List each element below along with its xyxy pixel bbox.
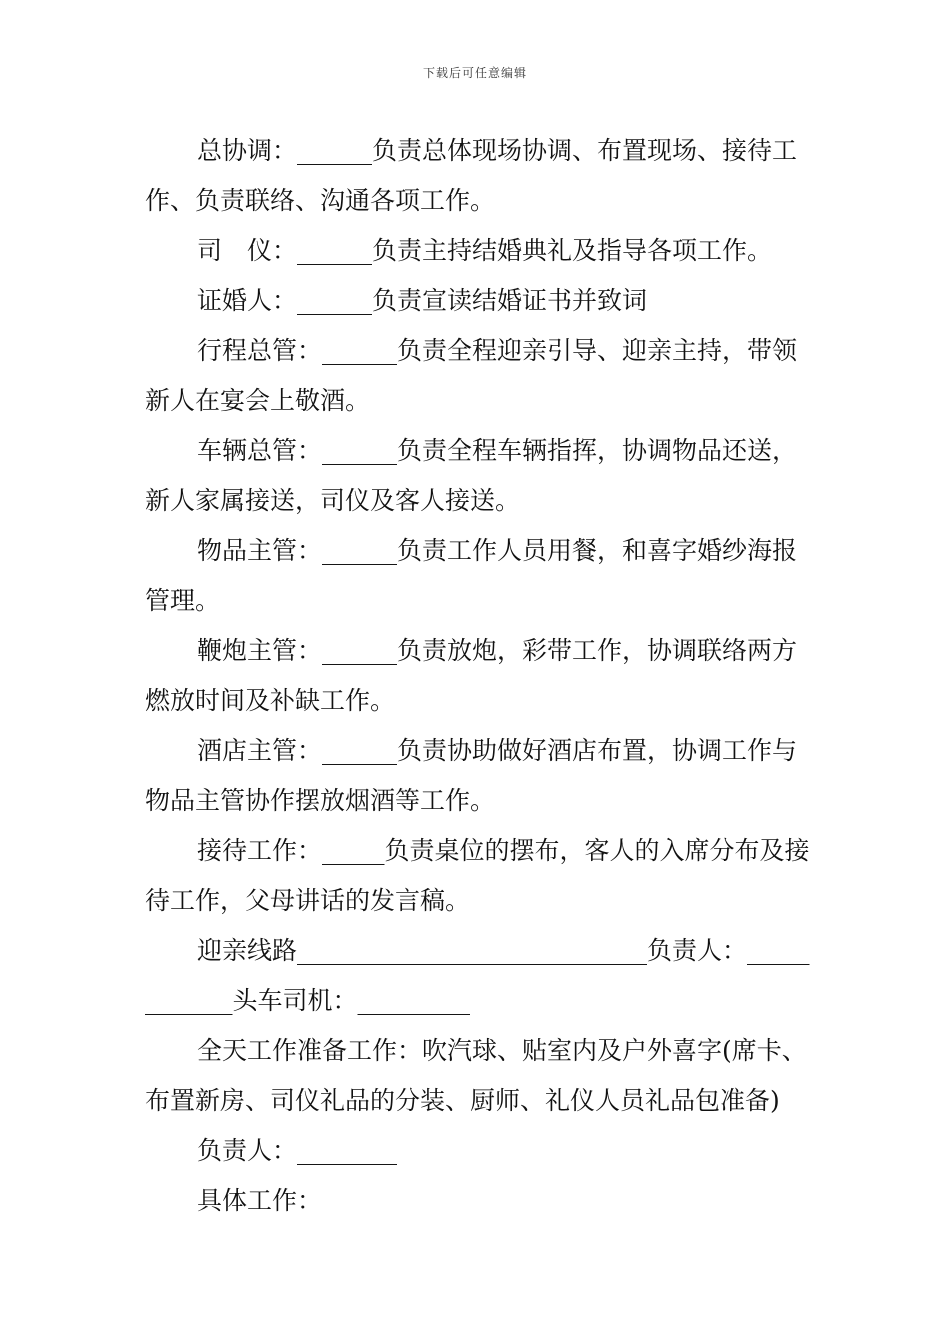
role-label: 车辆总管： <box>197 436 323 465</box>
role-label: 行程总管： <box>197 336 323 365</box>
paragraph-daily-preparation <box>145 1026 810 1126</box>
route-label: 迎亲线路 <box>197 936 298 965</box>
paragraph-goods-manager <box>145 526 810 626</box>
blank-line: ______ <box>322 436 398 465</box>
lead-driver-label: 头车司机： <box>232 986 358 1015</box>
responsible-blank-line: ________ <box>297 1136 398 1165</box>
blank-line: ______ <box>297 286 373 315</box>
role-description: 负责放炮，彩带工作，协调联络两方燃放时间及补缺工作。 <box>145 636 798 715</box>
paragraph-route <box>145 926 810 1026</box>
paragraph-witness <box>145 276 810 326</box>
route-blank-line: ____________________________ <box>297 936 648 965</box>
blank-line: ______ <box>322 536 398 565</box>
blank-line: ______ <box>297 236 373 265</box>
role-label: 接待工作： <box>197 836 323 865</box>
route-person-blank-line: ____________ <box>145 936 810 1015</box>
details-label: 具体工作： <box>197 1186 323 1215</box>
paragraph-hotel-manager <box>145 726 810 826</box>
role-label: 证婚人： <box>197 286 298 315</box>
document-body <box>145 126 810 1226</box>
role-description: 负责全程迎亲引导、迎亲主持，带领新人在宴会上敬酒。 <box>145 336 798 415</box>
role-description: 负责总体现场协调、布置现场、接待工作、负责联络、沟通各项工作。 <box>145 136 798 215</box>
paragraph-coordinator <box>145 126 810 226</box>
lead-driver-blank-line: _________ <box>357 986 471 1015</box>
blank-line: ______ <box>322 336 398 365</box>
role-label: 鞭炮主管： <box>197 636 323 665</box>
paragraph-responsible <box>145 1126 810 1176</box>
paragraph-host <box>145 226 810 276</box>
paragraph-firecracker-manager <box>145 626 810 726</box>
role-description: 负责桌位的摆布，客人的入席分布及接待工作，父母讲话的发言稿。 <box>145 836 810 915</box>
role-label: 总协调： <box>197 136 298 165</box>
responsible-label: 负责人： <box>197 1136 298 1165</box>
blank-line: ______ <box>297 136 373 165</box>
role-label: 司 仪： <box>197 236 298 265</box>
role-label: 酒店主管： <box>197 736 323 765</box>
page-header-note: 下载后可任意编辑 <box>422 66 527 80</box>
preparation-text: 全天工作准备工作：吹汽球、贴室内及户外喜字(席卡、布置新房、司仪礼品的分装、厨师、礼仪人员礼品包准备) <box>145 1036 807 1115</box>
paragraph-itinerary-manager <box>145 326 810 426</box>
role-description: 负责协助做好酒店布置，协调工作与物品主管协作摆放烟酒等工作。 <box>145 736 798 815</box>
paragraph-vehicle-manager <box>145 426 810 526</box>
role-description: 负责主持结婚典礼及指导各项工作。 <box>372 236 773 265</box>
route-person-label: 负责人： <box>647 936 748 965</box>
role-description: 负责全程车辆指挥，协调物品还送，新人家属接送，司仪及客人接送。 <box>145 436 798 515</box>
role-description: 负责宣读结婚证书并致词 <box>372 286 648 315</box>
paragraph-reception <box>145 826 810 926</box>
blank-line: ______ <box>322 636 398 665</box>
role-description: 负责工作人员用餐，和喜字婚纱海报管理。 <box>145 536 798 615</box>
blank-line: ______ <box>322 736 398 765</box>
blank-line: _____ <box>322 836 385 865</box>
role-label: 物品主管： <box>197 536 323 565</box>
paragraph-details <box>145 1176 810 1226</box>
